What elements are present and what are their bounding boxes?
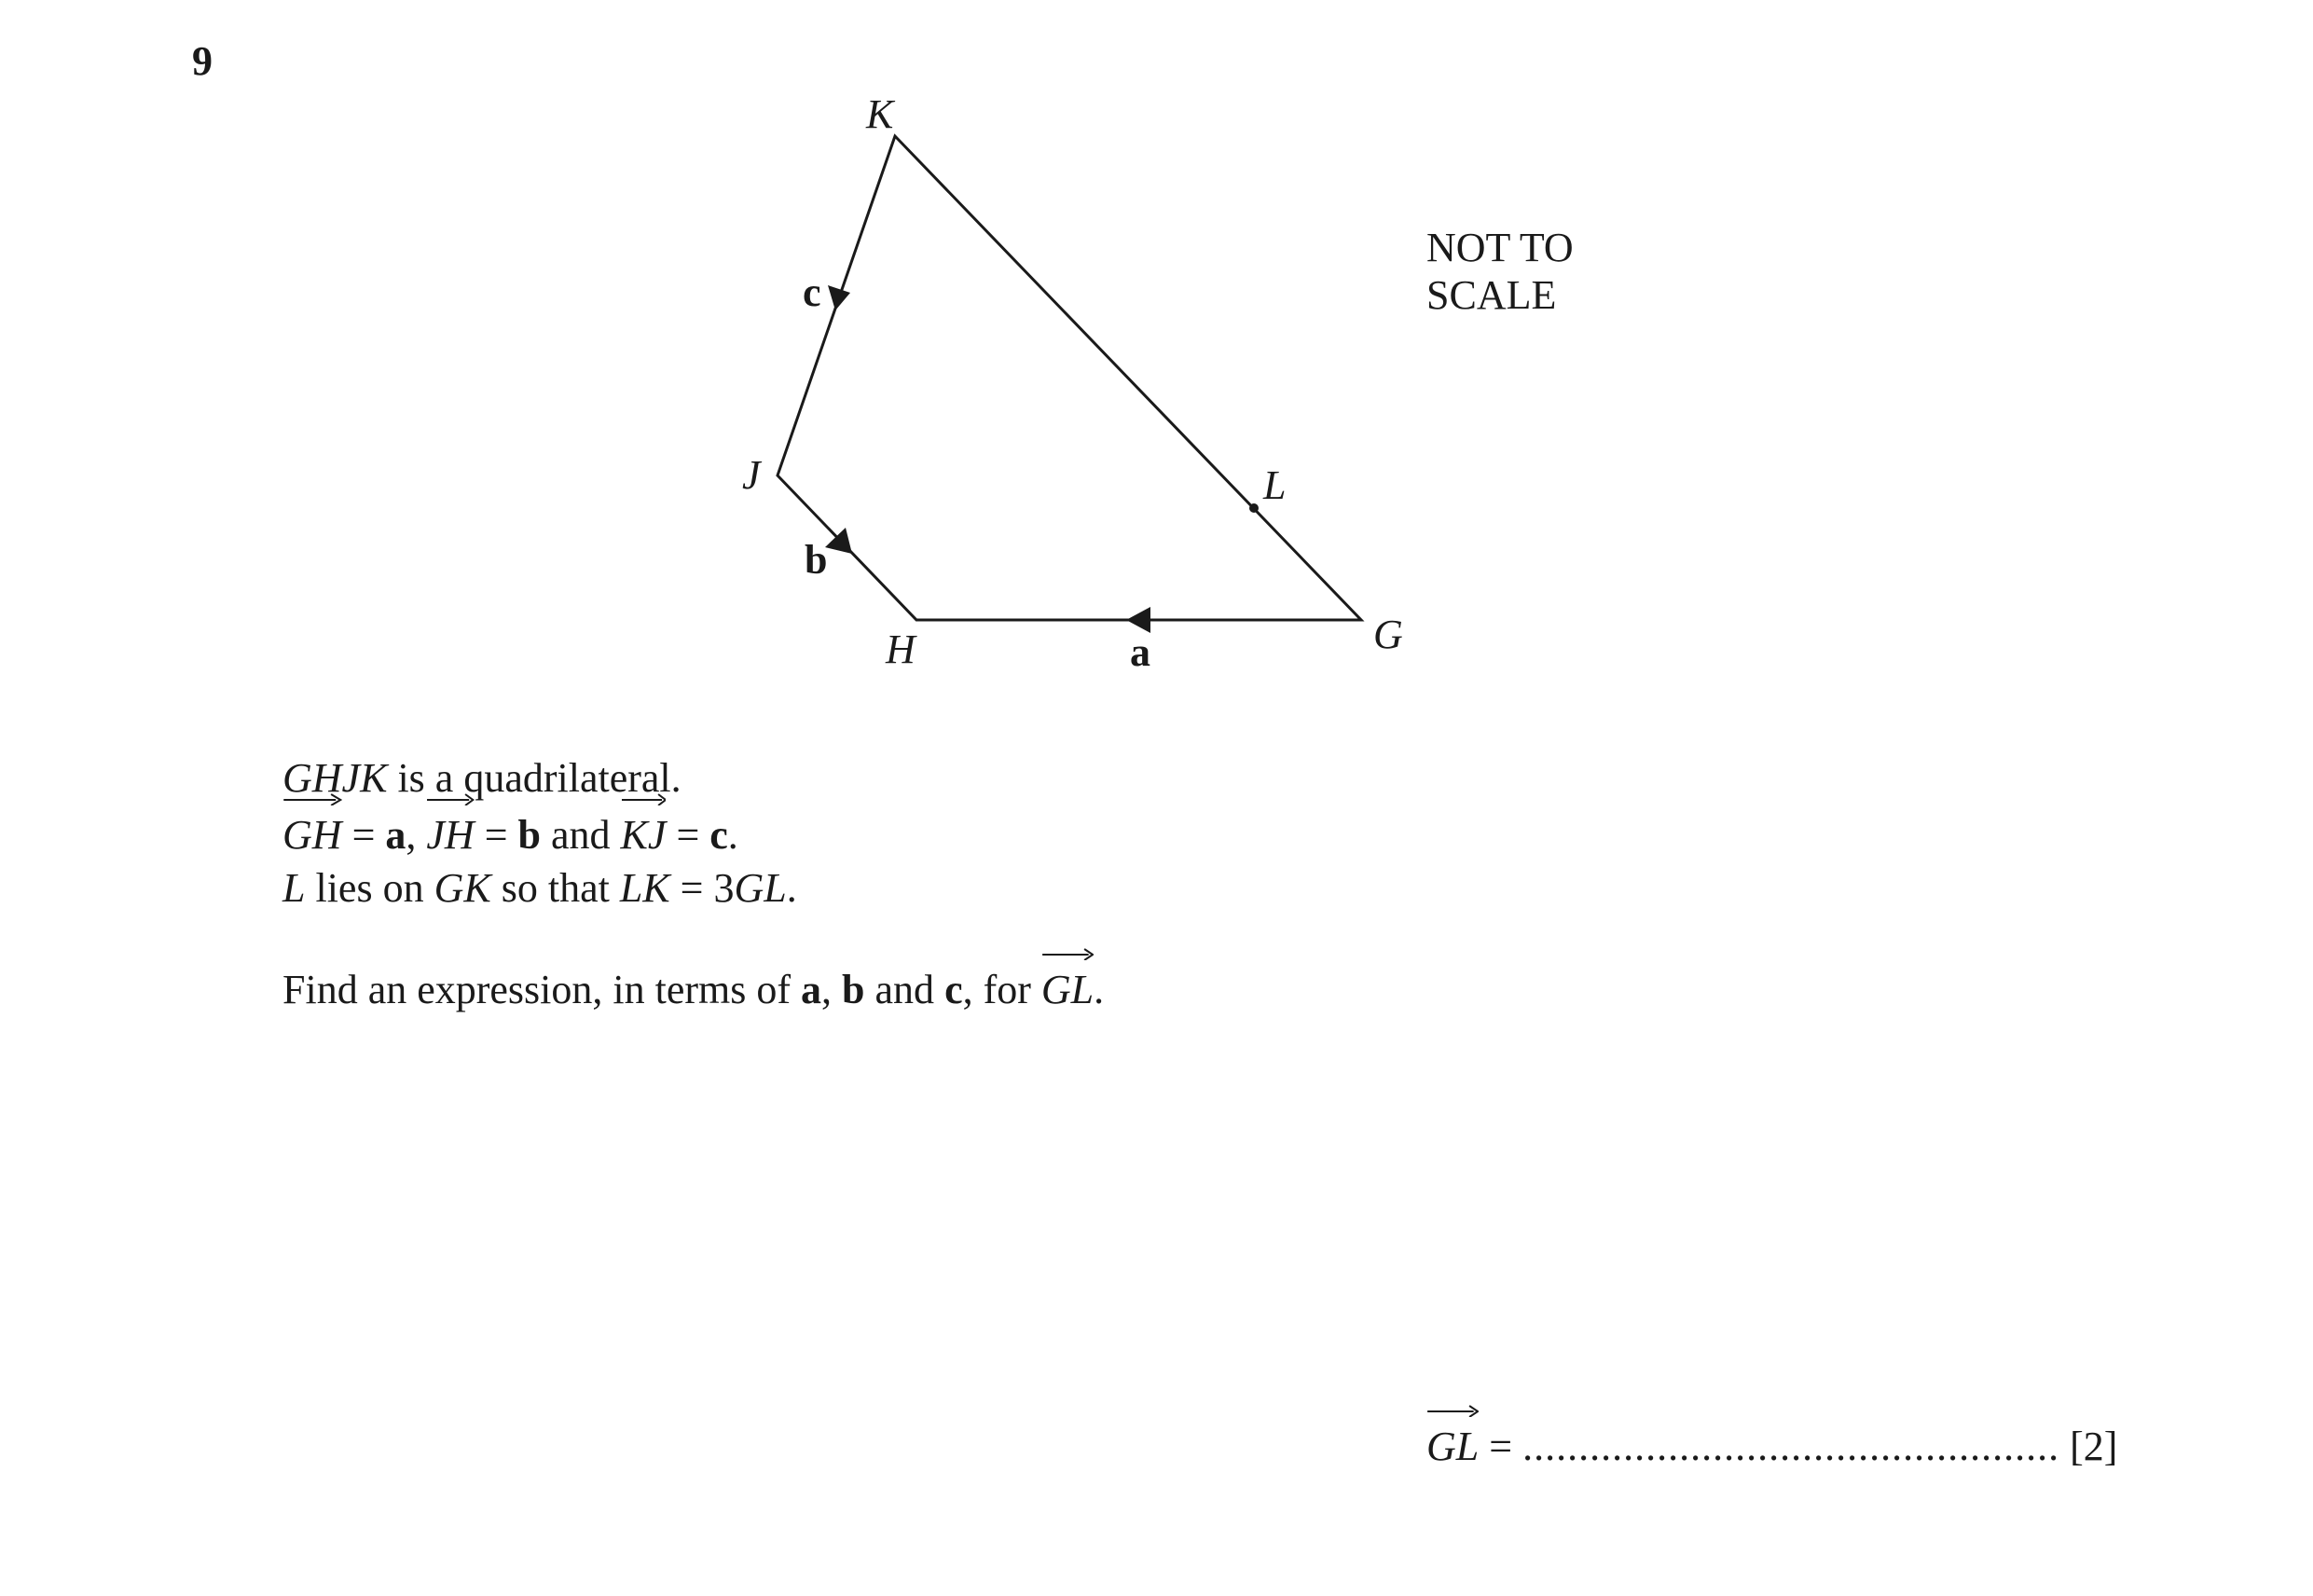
statement-line-1 bbox=[282, 750, 797, 805]
not-to-scale-line-2: SCALE bbox=[1426, 272, 1557, 318]
statement-line-3: L lies on GK so that LK = 3GL. bbox=[282, 865, 797, 911]
answer-blank[interactable]: ................................................ bbox=[1522, 1424, 2060, 1469]
not-to-scale-note bbox=[1426, 224, 1574, 319]
vector-arrow-icon bbox=[1426, 1404, 1479, 1417]
vector-value-b: b bbox=[517, 812, 542, 858]
marks-label: [2] bbox=[2059, 1424, 2118, 1469]
vector-jh: JH bbox=[426, 805, 474, 862]
vector-gh: GH bbox=[282, 805, 342, 862]
question-statements bbox=[282, 750, 797, 915]
vector-kj: KJ bbox=[621, 805, 667, 862]
vertex-label-g: G bbox=[1373, 612, 1403, 657]
question-number: 9 bbox=[192, 38, 213, 84]
vertex-label-k: K bbox=[866, 91, 894, 137]
answer-vector-gl: GL bbox=[1426, 1417, 1479, 1475]
vector-gl: GL bbox=[1041, 960, 1094, 1018]
question-prompt: Find an expression, in terms of a, b and c, for GL. bbox=[282, 960, 1104, 1018]
vertex-label-l: L bbox=[1263, 462, 1287, 508]
answer-line[interactable]: GL = ................................................ [2] bbox=[1426, 1417, 2117, 1475]
vector-value-a: a bbox=[385, 812, 406, 858]
vector-arrow-icon bbox=[282, 792, 342, 805]
point-l-dot bbox=[1249, 503, 1259, 513]
shape-name: GHJK bbox=[282, 755, 388, 801]
edge-label-b: b bbox=[805, 537, 828, 583]
vector-arrow-icon bbox=[426, 792, 474, 805]
arrow-b-icon bbox=[825, 528, 852, 554]
edge-label-c: c bbox=[803, 269, 821, 315]
not-to-scale-line-1: NOT TO bbox=[1426, 225, 1574, 270]
vector-arrow-icon bbox=[1041, 947, 1094, 960]
edge-label-a: a bbox=[1130, 629, 1150, 675]
statement-text: is a quadrilateral. bbox=[387, 755, 682, 801]
vector-arrow-icon bbox=[621, 792, 667, 805]
vector-value-c: c bbox=[709, 812, 728, 858]
vertex-label-j: J bbox=[742, 452, 761, 498]
quadrilateral-outline bbox=[778, 136, 1361, 620]
vertex-label-h: H bbox=[886, 626, 916, 672]
arrow-c-icon bbox=[828, 285, 850, 310]
statement-line-2: GH = a, JH = b and KJ = c. bbox=[282, 805, 797, 860]
